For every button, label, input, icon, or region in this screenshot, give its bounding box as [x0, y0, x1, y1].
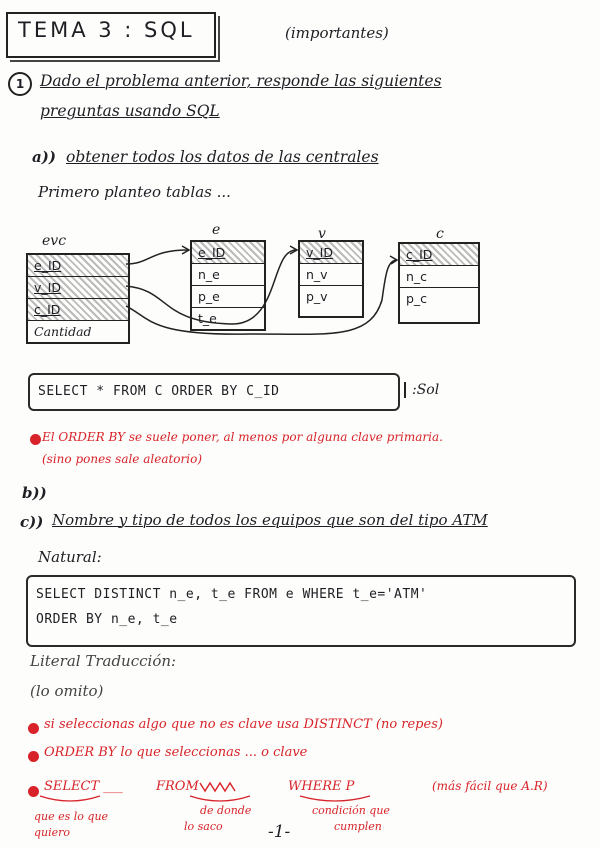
caption-select-2: quiero	[34, 826, 71, 839]
table-v-row: v_ID	[300, 242, 362, 264]
caption-braces	[0, 790, 600, 810]
caption-from-2: lo saco	[184, 820, 223, 833]
table-evc-row: e_ID	[28, 255, 128, 277]
part-b-label: b))	[22, 484, 47, 502]
table-v-row: p_v	[306, 289, 328, 304]
part-c-text: Nombre y tipo de todos los equipos que son del tipo ATM	[52, 511, 488, 529]
page-title: TEMA 3 : SQL	[18, 18, 195, 42]
query-c-line-1: SELECT DISTINCT n_e, t_e FROM e WHERE t_e='ATM'	[36, 587, 428, 602]
table-relations-arrows	[0, 0, 600, 360]
part-c-natural-label: Natural:	[38, 548, 102, 566]
caption-from-1: de donde	[200, 804, 252, 817]
table-c-name: c	[436, 226, 444, 242]
note-3-select: SELECT ___	[44, 779, 123, 794]
literal-omit: (lo omito)	[30, 682, 104, 700]
bullet-icon	[30, 434, 41, 445]
question-line-2: preguntas usando SQL	[40, 102, 220, 120]
query-a-box	[28, 373, 400, 411]
query-c-box	[26, 575, 576, 647]
table-evc-row: c_ID	[28, 299, 128, 321]
bullet-icon	[28, 751, 39, 762]
table-evc-row: v_ID	[28, 277, 128, 299]
page-number: -1-	[268, 822, 291, 842]
question-line-1: Dado el problema anterior, responde las siguientes	[40, 72, 442, 90]
caption-where-2: cumplen	[334, 820, 382, 833]
table-v-row: n_v	[300, 264, 362, 286]
query-c-line-2: ORDER BY n_e, t_e	[36, 612, 178, 627]
bullet-icon	[28, 723, 39, 734]
table-evc-name: evc	[42, 233, 67, 249]
part-a-intro: Primero planteo tablas ...	[38, 183, 231, 201]
literal-label: Literal Traducción:	[30, 652, 177, 670]
page-subtitle: (importantes)	[285, 24, 389, 42]
query-a-suffix: :Sol	[404, 382, 439, 398]
caption-select-1: que es lo que	[34, 810, 109, 823]
table-c-row: c_ID	[400, 244, 478, 266]
table-c-row: n_c	[400, 266, 478, 288]
note-a-line-1: El ORDER BY se suele poner, al menos por alguna clave primaria.	[42, 430, 443, 444]
caption-where-1: condición que	[312, 804, 390, 817]
note-1: si seleccionas algo que no es clave usa DISTINCT (no repes)	[44, 717, 443, 732]
table-evc-row: Cantidad	[34, 324, 92, 339]
table-e-row: t_e	[198, 311, 217, 326]
table-e-row: e_ID	[192, 242, 264, 264]
part-a-label: a))	[32, 148, 56, 166]
table-c-row: p_c	[406, 291, 428, 306]
note-3-side: (más fácil que A.R)	[432, 779, 548, 793]
question-number-badge: 1	[8, 72, 32, 96]
note-2: ORDER BY lo que seleccionas ... o clave	[44, 745, 308, 760]
note-3-from: FROM	[156, 779, 199, 794]
table-v-name: v	[318, 226, 326, 242]
table-e-row: p_e	[192, 286, 264, 308]
note-a-line-2: (sino pones sale aleatorio)	[42, 452, 202, 466]
note-3-where: WHERE P	[288, 779, 355, 794]
table-e-row: n_e	[192, 264, 264, 286]
part-a-text: obtener todos los datos de las centrales	[66, 148, 379, 166]
query-a-sql: SELECT * FROM C ORDER BY C_ID	[38, 384, 280, 399]
part-c-label: c))	[20, 513, 44, 531]
table-e-name: e	[212, 222, 221, 238]
